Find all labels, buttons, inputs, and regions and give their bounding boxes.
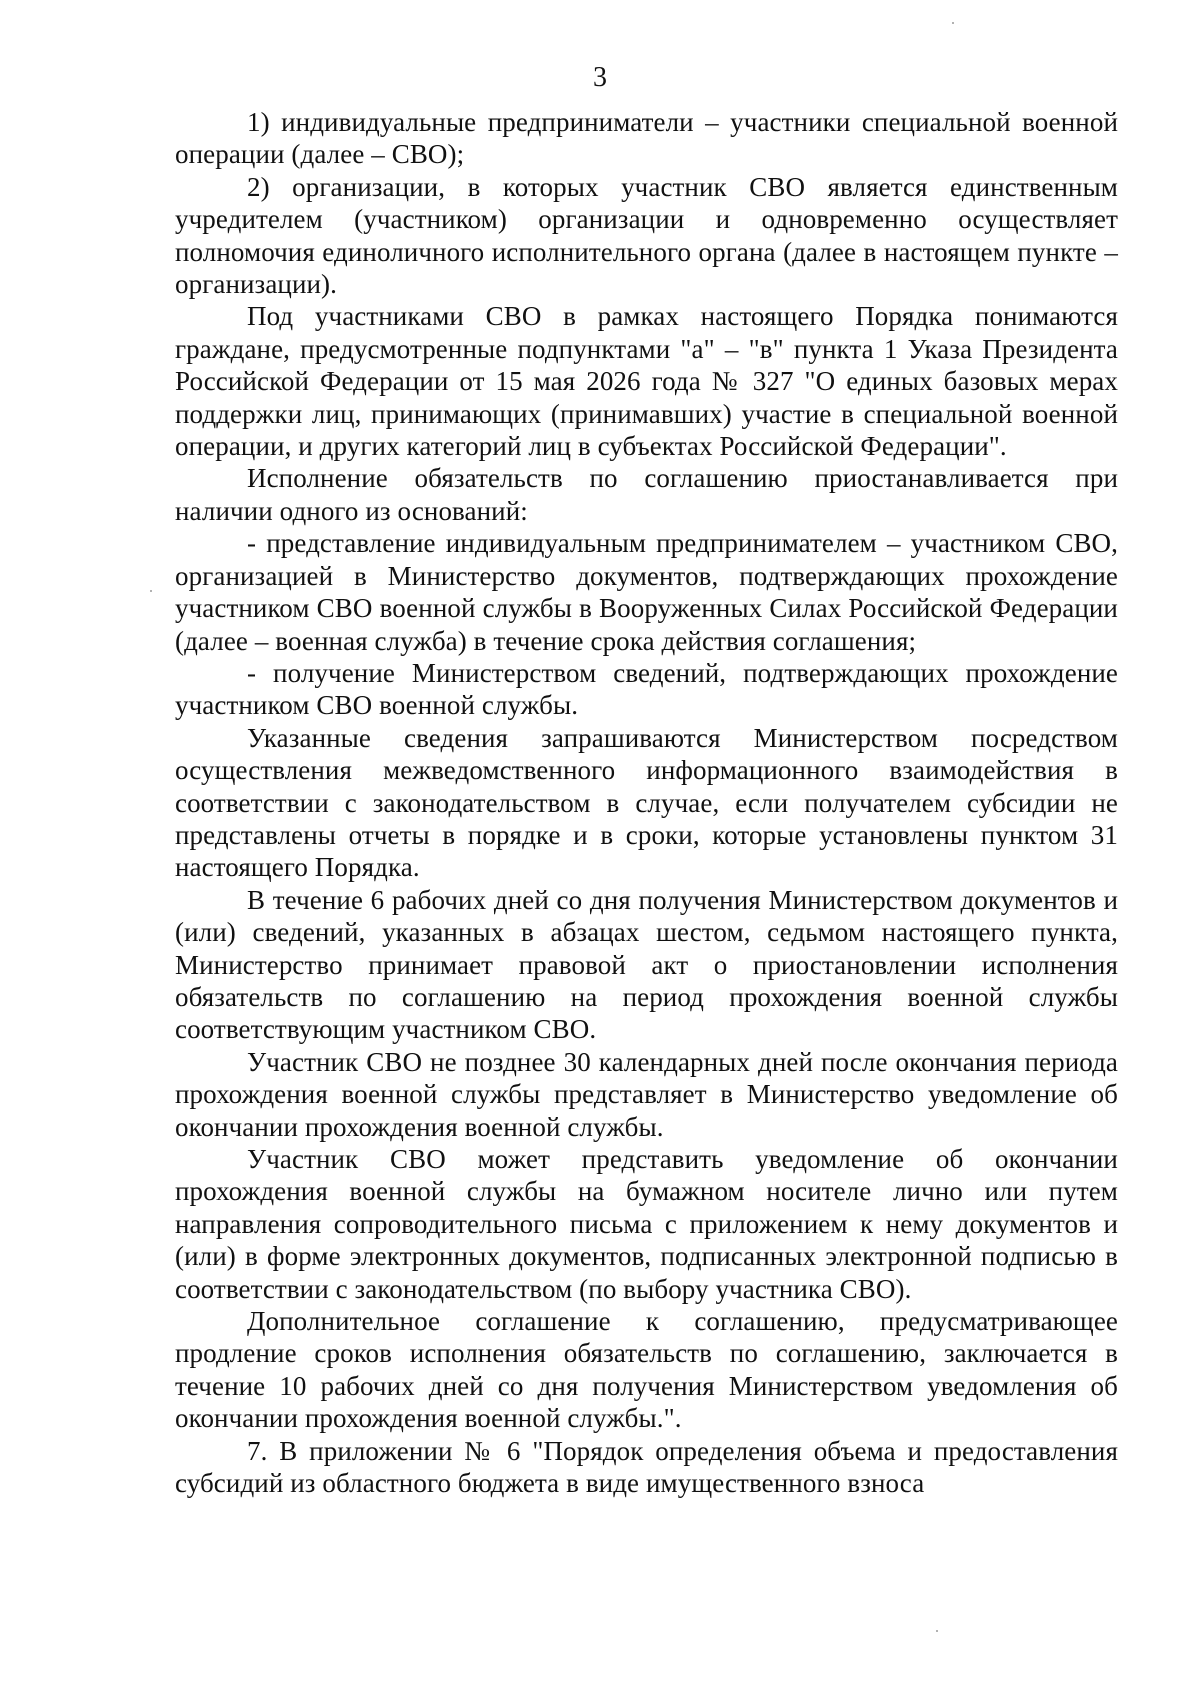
page-number: 3 xyxy=(593,62,607,93)
paragraph-11: Дополнительное соглашение к соглашению, предусматривающее продление сроков исполнения обязательств по соглашению, заключается в течение 10 рабочих дней со дня получения Министерством уведомления об окончании прохождения военной службы.". xyxy=(175,1306,1118,1434)
paragraph-6: - получение Министерством сведений, подтверждающих прохождение участником СВО военной службы. xyxy=(175,657,1118,721)
scan-speck xyxy=(150,590,152,592)
paragraph-1: 1) индивидуальные предприниматели – участники специальной военной операции (далее – СВО); xyxy=(175,107,1118,170)
paragraph-8: В течение 6 рабочих дней со дня получения Министерством документов и (или) сведений, указанных в абзацах шестом, седьмом настоящего пункта, Министерство принимает правовой акт о приостановлении исполнения обязательств по соглашению на период прохождения военной службы соответствующим участником СВО. xyxy=(175,884,1118,1045)
document-body xyxy=(175,106,1118,1499)
scan-speck xyxy=(952,22,954,24)
paragraph-4: Исполнение обязательств по соглашению приостанавливается при наличии одного из оснований: xyxy=(175,463,1118,526)
paragraph-2: 2) организации, в которых участник СВО является единственным учредителем (участником) организации и одновременно осуществляет полномочия единоличного исполнительного органа (далее в настоящем пункте – организации). xyxy=(175,171,1118,300)
paragraph-10: Участник СВО может представить уведомление об окончании прохождения военной службы на бумажном носителе лично или путем направления сопроводительного письма с приложением к нему документов и (или) в форме электронных документов, подписанных электронной подписью в соответствии с законодательством (по выбору участника СВО). xyxy=(175,1144,1118,1304)
paragraph-12: 7. В приложении № 6 "Порядок определения объема и предоставления субсидий из областного бюджета в виде имущественного взноса xyxy=(175,1435,1118,1499)
scan-speck xyxy=(936,1630,938,1632)
paragraph-5: - представление индивидуальным предпринимателем – участником СВО, организацией в Министерство документов, подтверждающих прохождение участником СВО военной службы в Вооруженных Силах Российской Федерации (далее – военная служба) в течение срока действия соглашения; xyxy=(175,528,1118,656)
paragraph-7: Указанные сведения запрашиваются Министерством посредством осуществления межведомственного информационного взаимодействия в соответствии с законодательством в случае, если получателем субсидии не представлены отчеты в порядке и в сроки, которые установлены пунктом 31 настоящего Порядка. xyxy=(175,722,1118,883)
paragraph-9: Участник СВО не позднее 30 календарных дней после окончания периода прохождения военной службы представляет в Министерство уведомление об окончании прохождения военной службы. xyxy=(175,1046,1118,1142)
paragraph-3: Под участниками СВО в рамках настоящего Порядка понимаются граждане, предусмотренные подпунктами "а" – "в" пункта 1 Указа Президента Российской Федерации от 15 мая 2026 года № 327 "О единых базовых мерах поддержки лиц, принимающих (принимавших) участие в специальной военной операции, и других категорий лиц в субъектах Российской Федерации". xyxy=(175,301,1118,462)
